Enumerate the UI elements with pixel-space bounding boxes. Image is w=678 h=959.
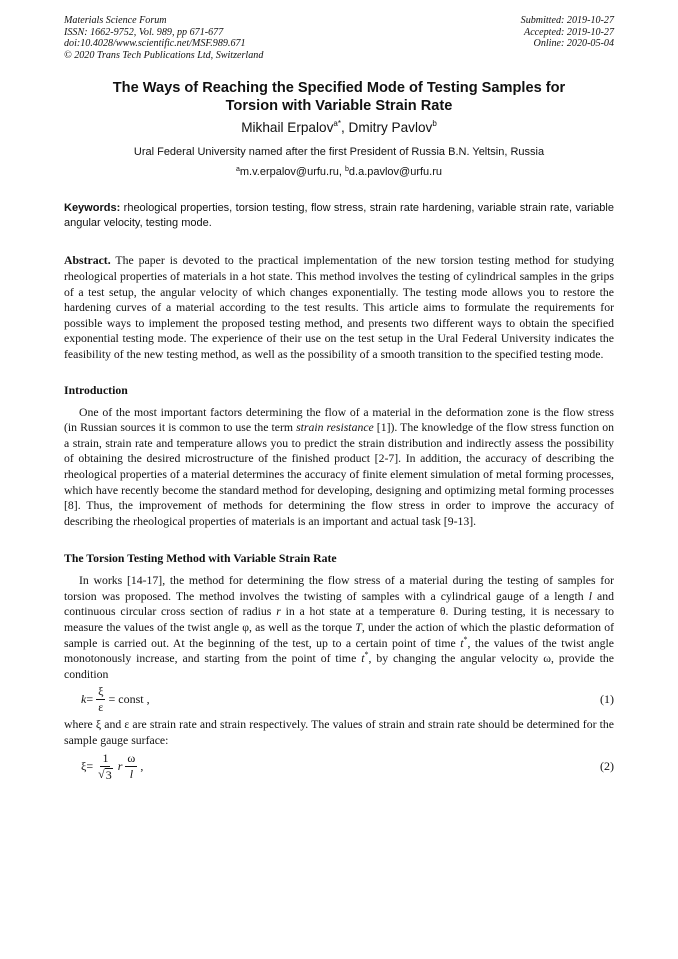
eq2-equals: = [86,758,94,773]
affiliation: Ural Federal University named after the first President of Russia B.N. Yeltsin, Russia [133,146,545,159]
journal-name: Materials Science Forum [64,15,167,26]
eq1-numerator: ξ [98,684,104,699]
submitted-date: Submitted: 2019-10-27 [520,15,614,26]
keywords-text: rheological properties, torsion testing, flow stress, strain rate hardening, variable strain rate, variable angular velocity, testing mode. [64,202,614,230]
eq2-lhs: ξ [81,758,87,773]
var-r: r [276,605,281,619]
eq2-radicand: 3 [105,767,112,782]
abstract-text: The paper is devoted to the practical implementation of the new torsion testing method for studying rheological properties of materials in a hot state. This method involves the testing of cylindrical samples in the grips of a test setup, the angular velocity of which changes exponentially. The testing mode allows you to restore the hardening curves of a material according to the test results. This article aims to formulate the requirements for possible ways to implement the proposed testing method, and presents two different ways to obtain the specified exponential testing mode. The experience of their use on the test setup in the Ural Federal University indicates the feasibility of the new testing method, as well as the possibility of a smooth transition to the specified testing mode. [64,254,614,361]
method-text-1: In works [14-17], the method for determining the flow stress of a material during the testing of samples for torsion was proposed. The method involves the twisting of samples with a cylindrical gauge of a length [64,574,614,603]
email-separator: , [338,166,345,179]
star-1: * [463,634,468,644]
eq2-denominator-2: l [129,766,134,781]
paper-title [64,79,614,115]
equation-1-body [64,684,150,715]
header-left [64,15,263,61]
author-1-marker: a* [333,119,341,129]
title-line-1: The Ways of Reaching the Specified Mode of Testing Samples for [112,80,566,97]
introduction-heading: Introduction [64,383,128,397]
intro-term-italic: strain resistance [296,421,374,435]
issn-info: ISSN: 1662-9752, Vol. 989, pp 671-677 [64,26,224,38]
author-2-name: Dmitry Pavlov [348,120,433,136]
author-2-marker: b [432,119,437,129]
method-text-3: in a hot state at a temperature θ. During testing, it is necessary to measure the values of the twist angle φ, as well as the torque [64,605,614,635]
eq1-denominator: ε [98,700,104,715]
after-equation-1-text: where ξ and ε are strain rate and strain respectively. The values of strain and strain rate should be determined for the sample gauge surface: [64,718,614,748]
equation-2-body [64,751,143,782]
method-text-6: , by changing the angular velocity ω, provide the condition [64,652,614,681]
abstract-block [64,253,614,362]
var-T: T [355,621,362,635]
introduction-paragraph [64,405,614,530]
eq1-equals: = [86,692,94,707]
method-paragraph [64,573,614,682]
author-separator: , [340,120,349,136]
equation-2-number: (2) [600,758,614,773]
method-heading: The Torsion Testing Method with Variable Strain Rate [64,552,337,566]
header-right [521,15,614,61]
title-line-2: Torsion with Variable Strain Rate [225,98,453,115]
accepted-date: Accepted: 2019-10-27 [524,26,614,38]
var-l: l [588,589,592,603]
eq2-r: r [117,758,123,773]
email-a-marker: a [235,166,240,174]
email-a[interactable]: m.v.erpalov@urfu.ru [239,166,339,179]
method-text-4: , under the action of which the plastic deformation of sample is carried out. At the beginning of the test, up to a certain point of time [64,621,614,650]
abstract-label: Abstract. [64,254,111,268]
intro-text-2: [1]). The knowledge of the flow stress function on a strain, strain rate and temperature allows you to predict the strain distribution and indirectly assess the possibility of obtaining the desired microstructure of the finished product [2-7]. In addition, the accuracy of describing the rheological properties of a material determines the accuracy of finite element simulation of metal forming processes, which have recently become the standard method for developing, designing and optimizing metal forming processes [8]. Thus, the improvement of methods for determining the flow stress in order to improve the accuracy of describing the rheological properties of materials is an important and actual task [9-13]. [64,421,614,528]
var-t-star-1: t [460,636,464,650]
equation-1 [64,684,614,715]
copyright-notice: © 2020 Trans Tech Publications Ltd, Switzerland [64,49,264,61]
author-list [64,119,614,137]
var-t-star-2: t [361,652,365,666]
eq2-numerator-1: 1 [102,750,109,765]
eq2-numerator-2: ω [127,750,136,765]
eq1-fraction [96,684,105,715]
intro-text-1: One of the most important factors determining the flow of a material in the deformation zone is the flow stress (in Russian sources it is common to use the term [64,405,614,435]
email-b[interactable]: d.a.pavlov@urfu.ru [348,166,443,179]
method-text-2: and continuous circular cross section of radius [64,589,614,619]
keywords-block [64,201,614,231]
author-emails [64,165,614,179]
equation-2 [64,751,614,782]
eq2-comma: , [140,758,144,773]
method-text-5: , the values of the twist angle monotonously increase, and starting from the point of time [64,636,614,666]
eq2-fraction-2 [125,751,137,782]
email-b-marker: b [345,166,349,174]
eq1-rhs: = const , [108,692,150,707]
sqrt-symbol: √ 3 [98,766,112,782]
star-2: * [364,650,369,660]
doi-link[interactable]: doi:10.4028/www.scientific.net/MSF.989.671 [64,38,246,50]
online-date: Online: 2020-05-04 [533,38,614,50]
eq2-denominator-1 [96,767,115,782]
page-header [64,15,614,61]
author-1-name: Mikhail Erpalov [241,120,334,136]
keywords-label: Keywords: [64,202,121,215]
equation-1-number: (1) [600,692,614,707]
eq1-lhs: k [81,692,87,707]
eq2-fraction-1 [96,751,115,782]
